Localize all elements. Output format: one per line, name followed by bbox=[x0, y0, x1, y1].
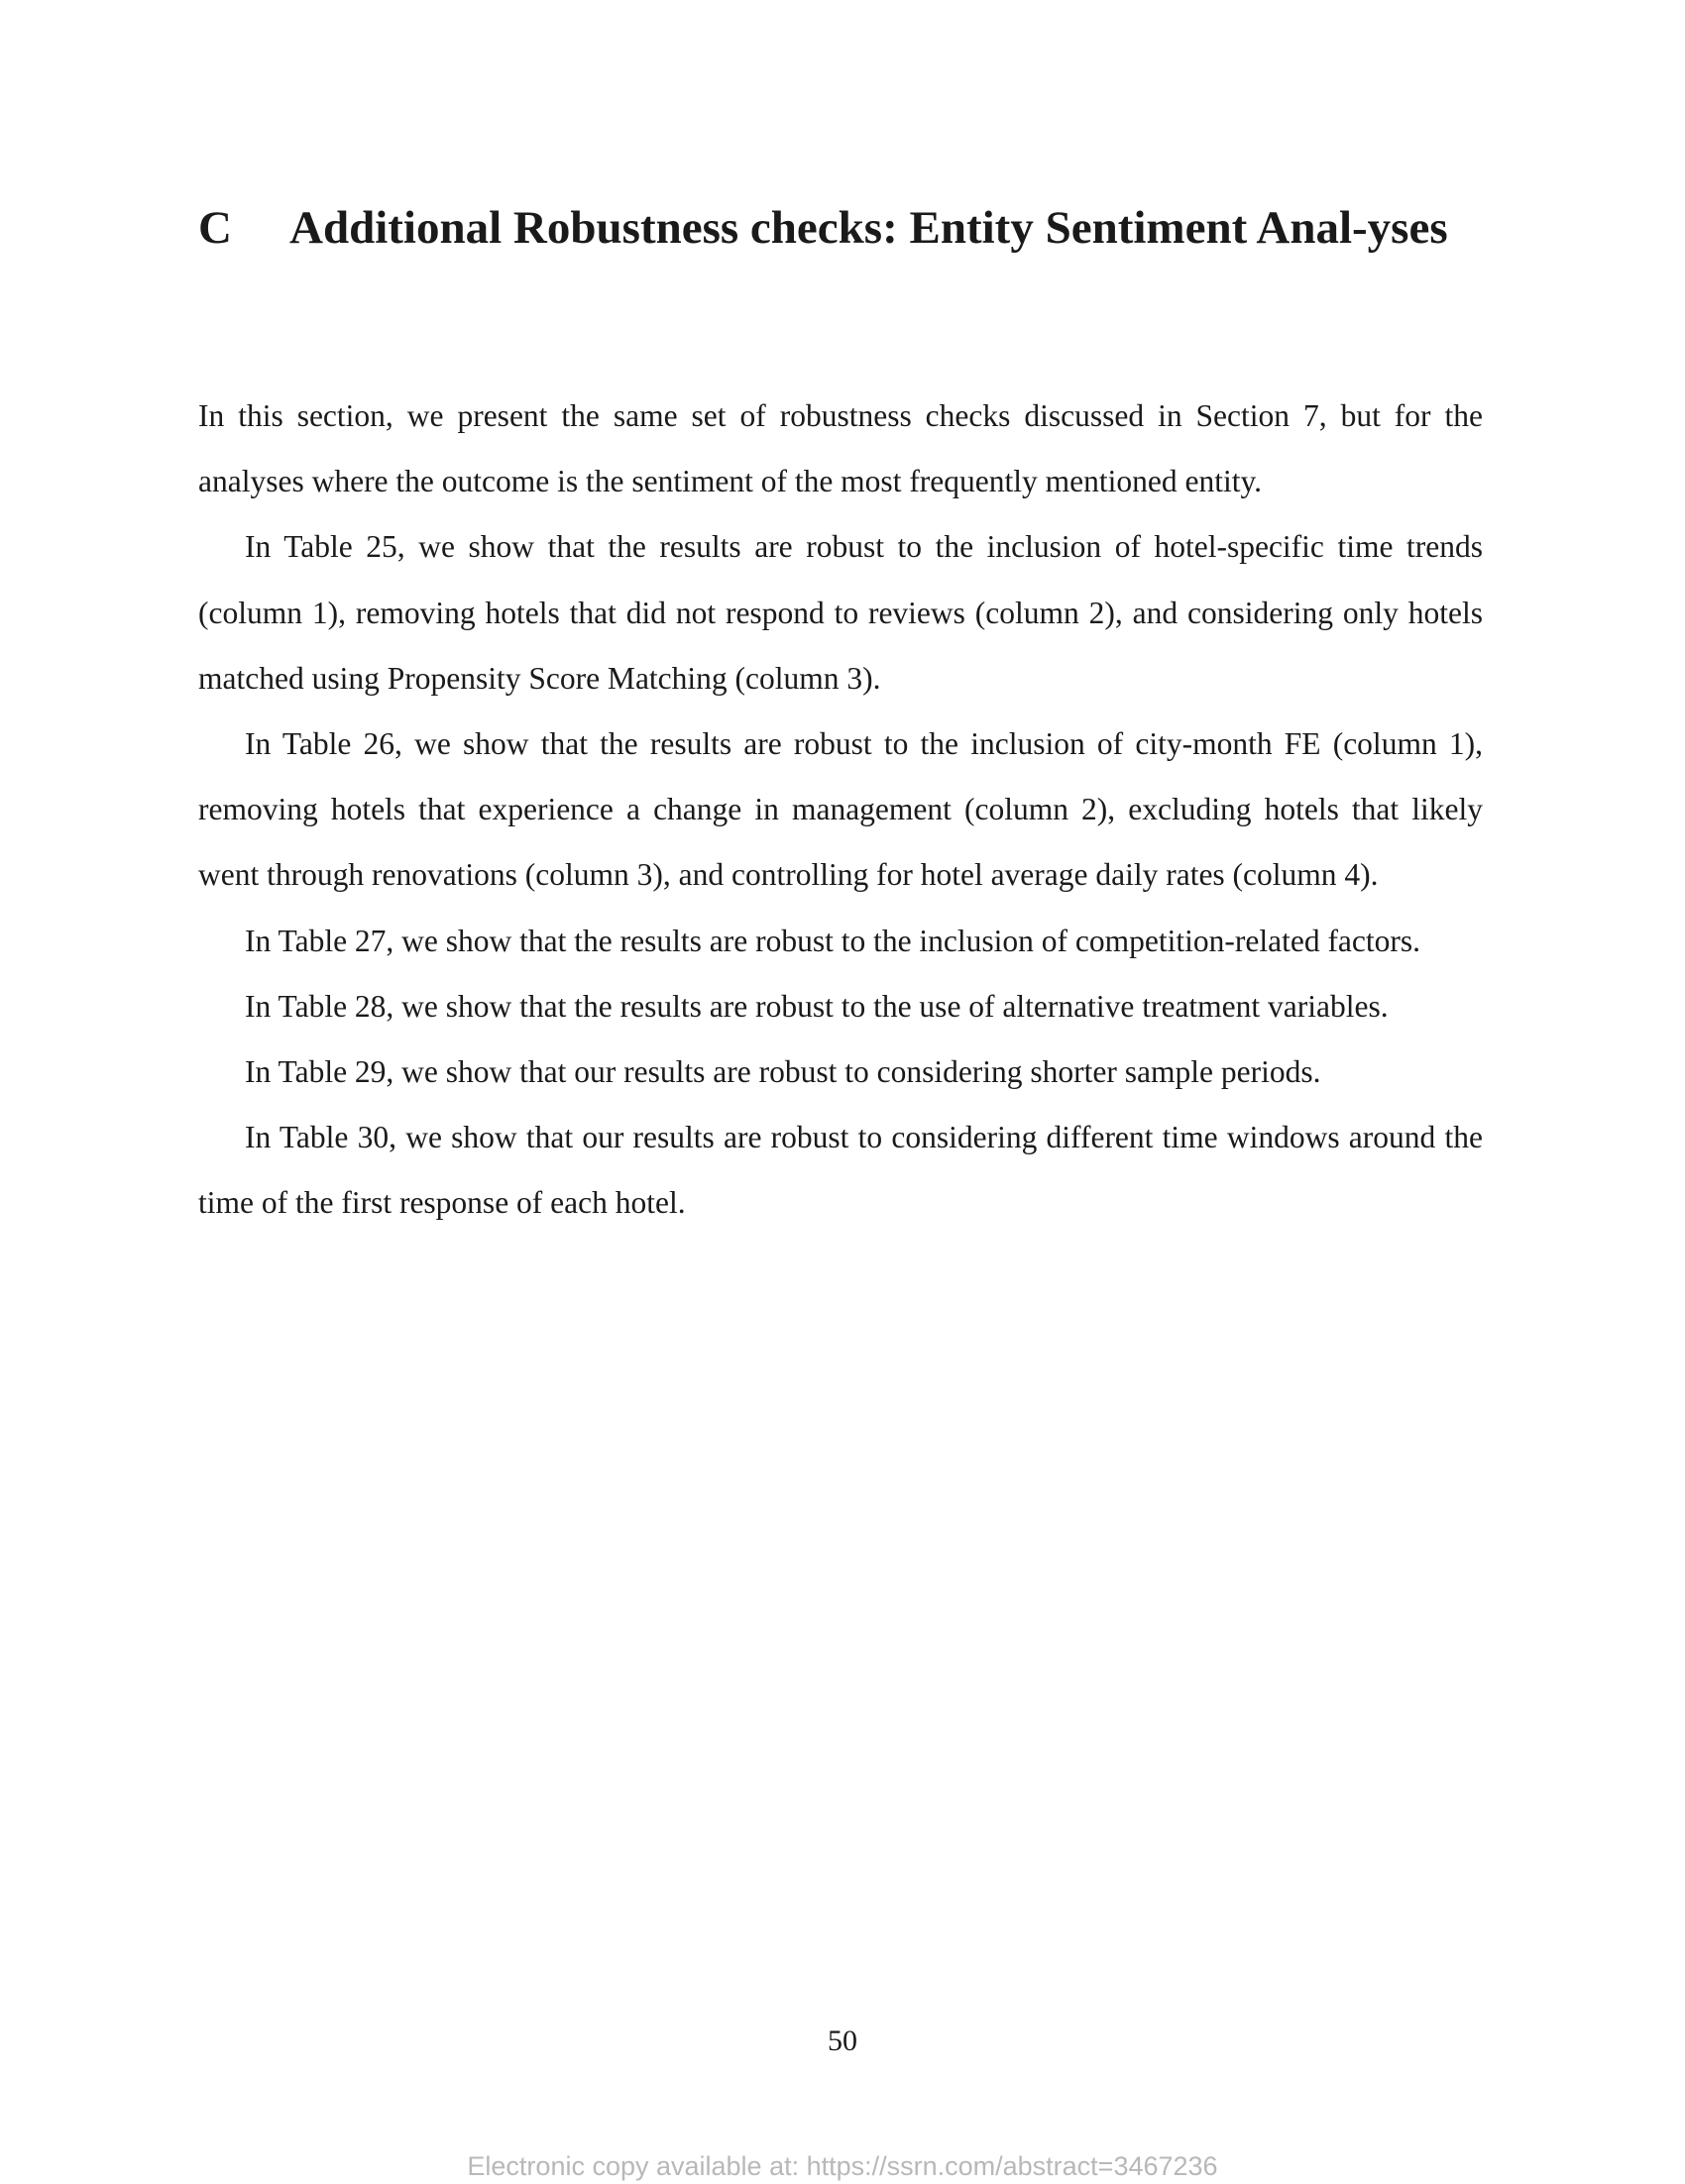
paragraph-table-29: In Table 29, we show that our results are robust to considering shorter sample periods. bbox=[245, 1054, 1321, 1090]
section-body bbox=[198, 383, 1483, 1237]
section-heading bbox=[198, 178, 1536, 277]
paragraph-table-30: In Table 30, we show that our results are robust to considering different time windows around the time of the first response of each hotel. bbox=[198, 1120, 1483, 1221]
section-number: C bbox=[198, 202, 232, 254]
ssrn-footer-note: Electronic copy available at: https://ssrn.com/abstract=3467236 bbox=[467, 2151, 1218, 2181]
paragraph-table-28: In Table 28, we show that the results are robust to the use of alternative treatment variables. bbox=[245, 988, 1389, 1024]
paragraph-intro: In this section, we present the same set of robustness checks discussed in Section 7, but for the analyses where the outcome is the sentiment of the most frequently mentioned entity. bbox=[198, 398, 1483, 499]
section-title: Additional Robustness checks: Entity Sentiment Anal-yses bbox=[289, 202, 1448, 254]
page-number: 50 bbox=[828, 2024, 857, 2057]
paragraph-table-25: In Table 25, we show that the results are robust to the inclusion of hotel-specific time trends (column 1), removing hotels that did not respond to reviews (column 2), and considering only hotels matched using Propensity Score Matching (column 3). bbox=[198, 529, 1483, 696]
paragraph-table-26: In Table 26, we show that the results are robust to the inclusion of city-month FE (column 1), removing hotels that experience a change in management (column 2), excluding hotels that likely went through renovations (column 3), and controlling for hotel average daily rates (column 4). bbox=[198, 726, 1483, 893]
paragraph-table-27: In Table 27, we show that the results are robust to the inclusion of competition-related factors. bbox=[245, 923, 1421, 958]
